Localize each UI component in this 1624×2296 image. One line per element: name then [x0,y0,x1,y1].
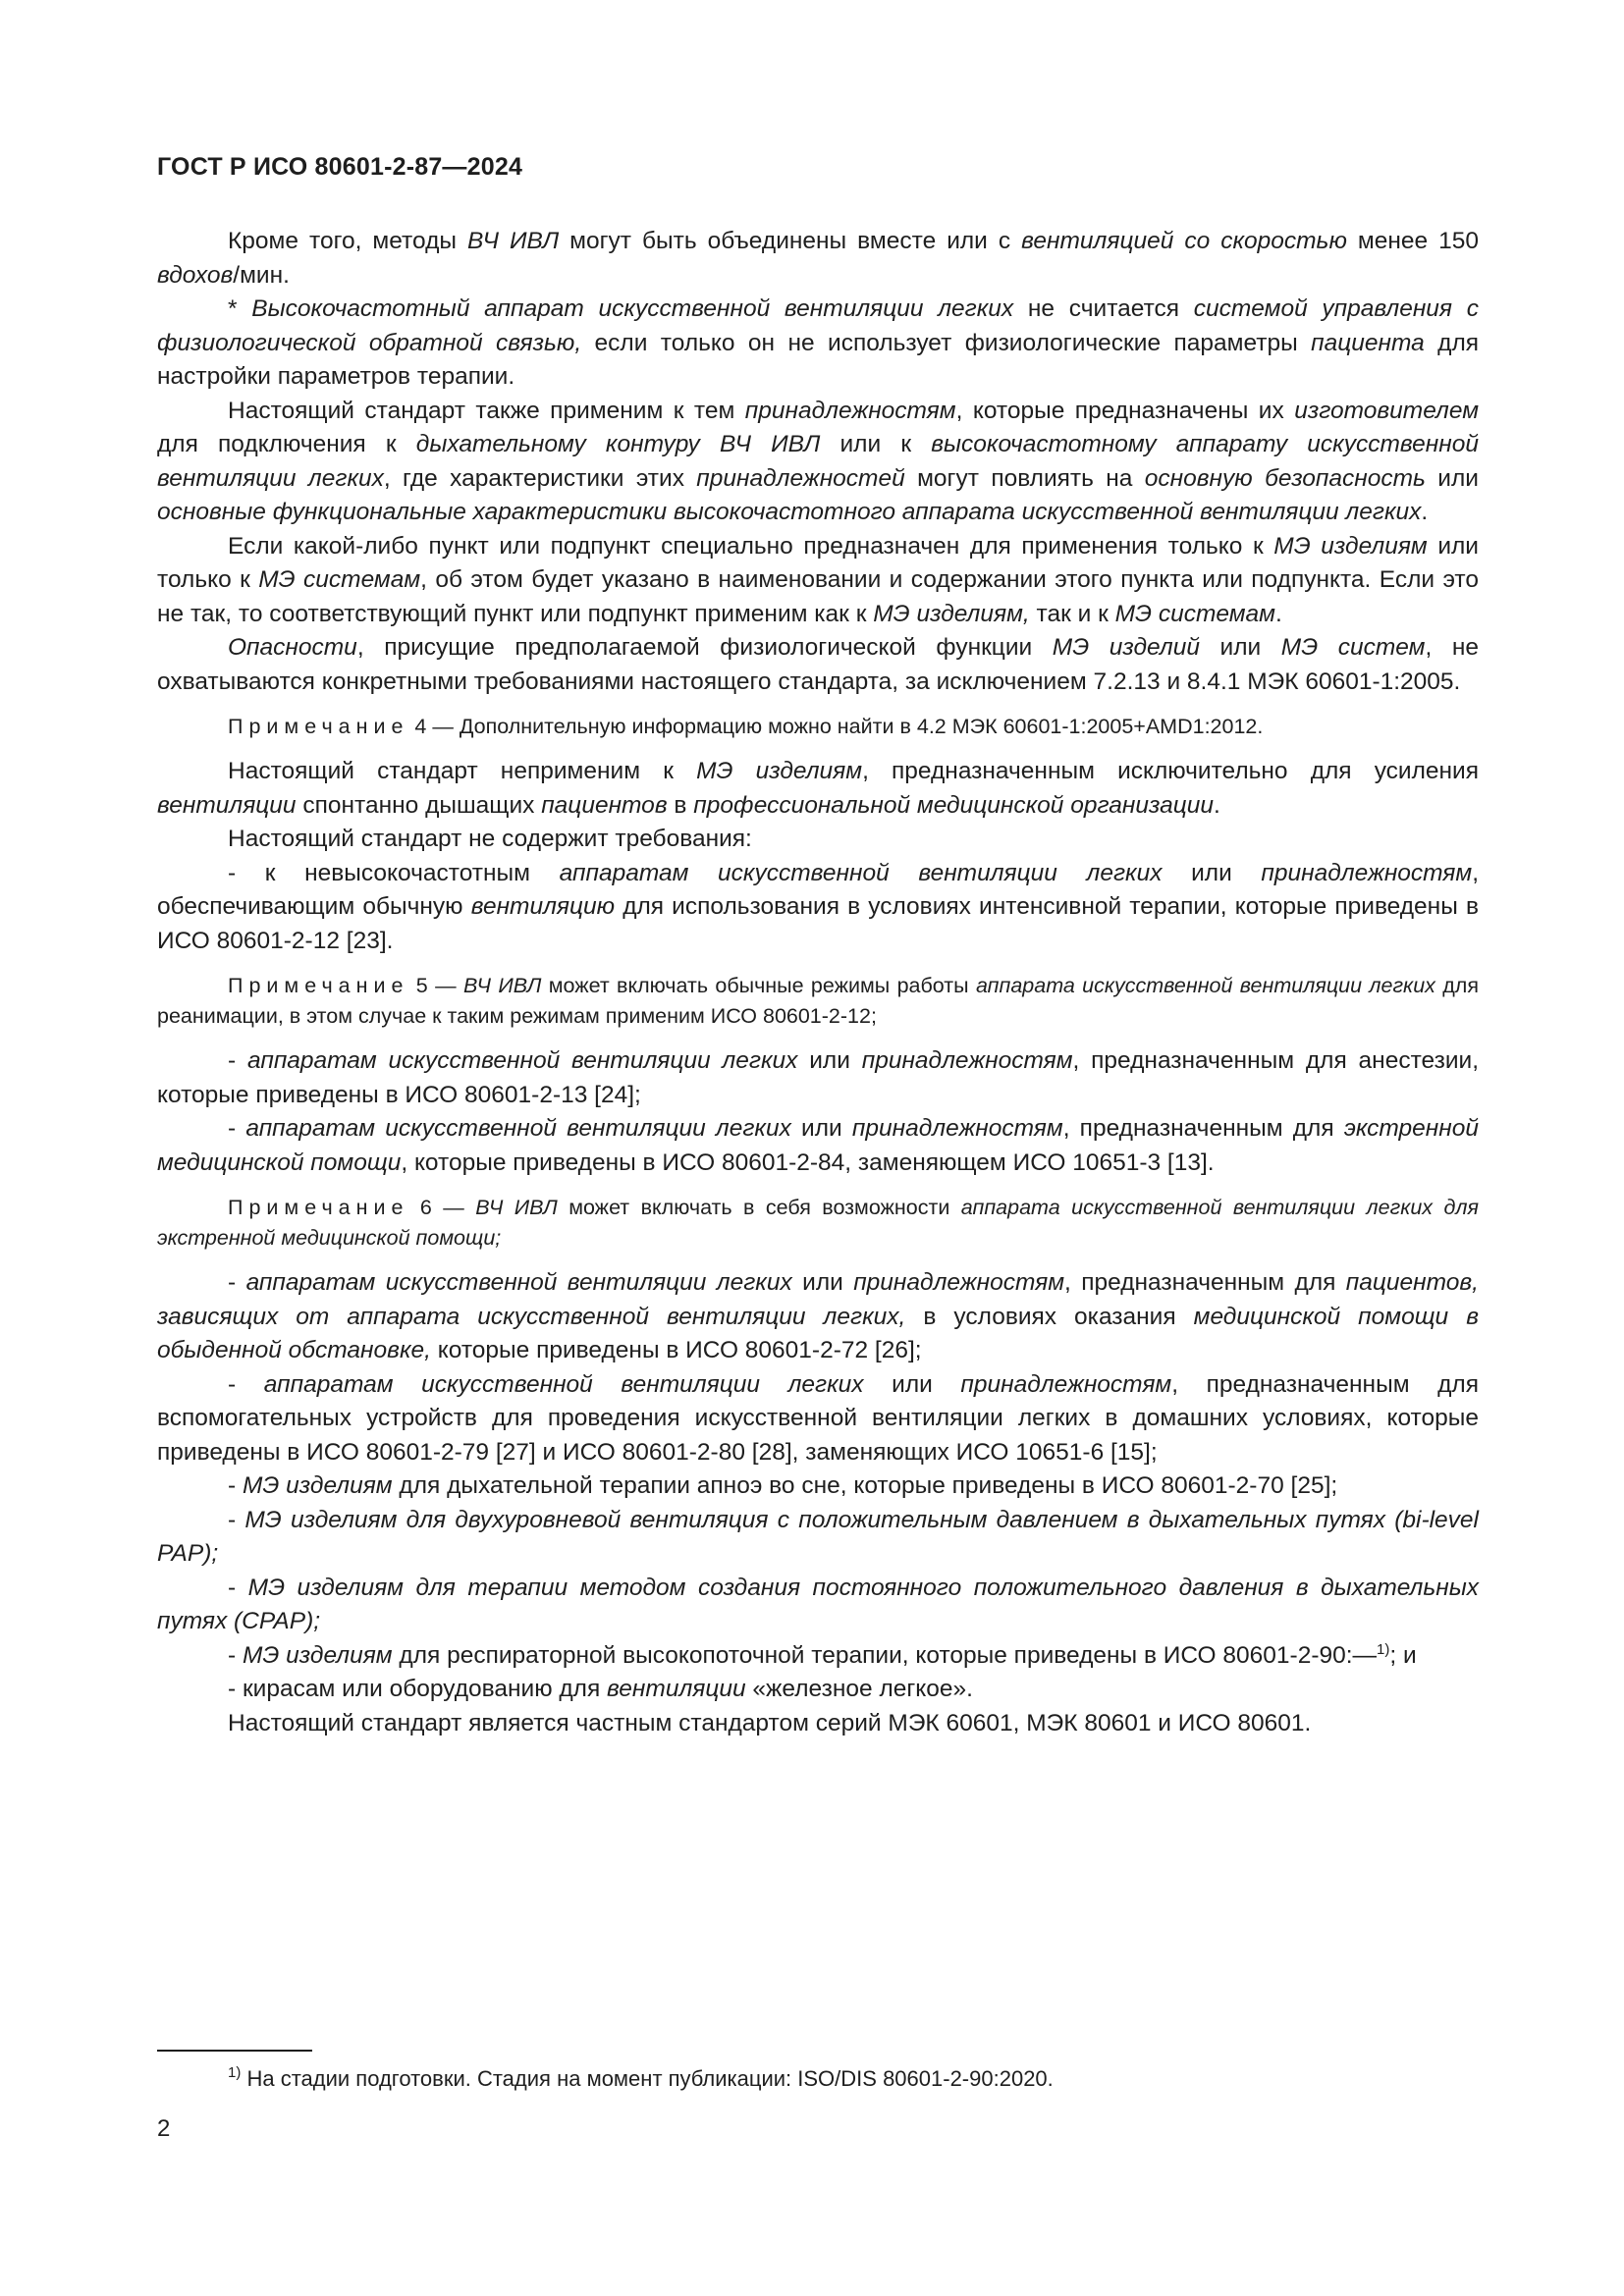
list-item [157,1673,1479,1707]
text-run: МЭ системам [258,566,421,593]
text-run: аппаратам искусственной вентиляции легких [245,1269,792,1296]
text-run: спонтанно дышащих [296,791,542,819]
paragraph [157,530,1479,632]
text-run: Настоящий стандарт также применим к тем [228,397,745,424]
text-run: для реанимации, в этом случае к таким режимам применим ИСО 80601-2-12; [157,974,1479,1028]
note-paragraph [157,1193,1479,1254]
text-run: МЭ изделиям, [873,600,1030,627]
text-run: основную безопасность [1144,464,1426,492]
text-run: , предназначенным для анестезии, которые приведены в ИСО 80601-2-13 [24]; [157,1047,1480,1108]
list-item [157,1504,1479,1572]
text-run: вентиляции [607,1676,746,1702]
text-run: принадлежностям [1261,859,1473,886]
text-run: аппарата искусственной вентиляции легких для экстренной медицинской помощи; [157,1196,1479,1250]
text-run: аппаратам искусственной вентиляции легких [263,1370,864,1398]
text-run: , присущие предполагаемой физиологической функции [356,634,1053,661]
footnote-marker: 1) [228,2064,242,2081]
list-item [157,1469,1479,1504]
text-run: * [228,295,252,322]
text-run: Если какой-либо пункт или подпункт специально предназначен для применения только к [228,532,1274,560]
text-run: если только он не использует физиологические параметры [581,329,1312,356]
text-run: - [228,1574,248,1601]
text-run: , которые предназначены их [955,397,1295,424]
note-paragraph [157,712,1479,742]
text-run: МЭ изделиям для двухуровневой вентиляция с положительным давлением в дыхательных путях (bi-level PAP); [157,1506,1479,1567]
paragraph [157,755,1479,823]
text-run: могут быть объединены вместе или с [559,228,1022,254]
text-run: Высокочастотный аппарат искусственной вентиляции легких [251,295,1014,322]
document-header: ГОСТ Р ИСО 80601-2-87—2024 [157,153,523,181]
text-run: МЭ изделиям [242,1472,393,1499]
paragraph [157,395,1479,530]
paragraph [157,1707,1479,1741]
text-run: изготовителем [1294,397,1479,424]
text-run: принадлежностей [696,464,905,492]
text-run: или только к [157,532,1479,593]
text-run: аппаратам искусственной вентиляции легких [559,859,1163,886]
note-label: Примечание [228,974,409,997]
text-run: принадлежностям [960,1370,1172,1398]
text-run: профессиональной медицинской организации [693,791,1215,819]
footnote-text: На стадии подготовки. Стадия на момент публикации: ISO/DIS 80601-2-90:2020. [241,2066,1054,2091]
text-run: МЭ изделий [1052,634,1200,661]
text-run: может включать обычные режимы работы [541,974,976,997]
text-run: вдохов [157,261,234,289]
text-run: для использования в условиях интенсивной терапии, которые приведены в ИСО 80601-2-12 [23]. [157,893,1479,954]
text-run: ВЧ ИВЛ [475,1196,558,1219]
text-run: , об этом будет указано в наименовании и содержании этого пункта или подпункта. Если это не так, то соответствующий пункт или подпункт применим как к [157,566,1479,627]
paragraph [157,823,1479,857]
text-run: так и к [1029,600,1115,627]
list-item [157,1266,1479,1368]
text-run: вентиляцией со скоростью [1021,228,1347,254]
text-run: Кроме того, методы [228,228,467,254]
text-run: , не охватываются конкретными требованиями настоящего стандарта, за исключением 7.2.13 и 8.4.1 МЭК 60601-1:2005. [157,634,1479,695]
text-run: или [1199,634,1281,661]
text-run: , предназначенным для вспомогательных устройств для проведения искусственной вентиляции легких в домашних условиях, которые приведены в ИСО 80601-2-79 [27] и ИСО 80601-2-80 [28], заменяющих ИСО 10651-6 [15]; [157,1370,1479,1466]
text-run: для настройки параметров терапии. [157,329,1480,390]
text-run: , предназначенным для [1064,1269,1346,1296]
text-run: для респираторной высокопоточной терапии, которые приведены в ИСО 80601-2-90:— [392,1641,1378,1669]
text-run: . [1274,600,1282,627]
page-number: 2 [157,2115,171,2142]
text-run: для дыхательной терапии апноэ во сне, которые приведены в ИСО 80601-2-70 [25]; [392,1472,1338,1499]
text-run: менее 150 [1346,228,1480,254]
text-run: Настоящий стандарт является частным стандартом серий МЭК 60601, МЭК 80601 и ИСО 80601. [228,1709,1312,1736]
text-run: - [228,1115,246,1142]
footnote-separator [157,2050,312,2052]
text-run: ВЧ ИВЛ [467,228,560,254]
text-run: - [228,1506,245,1533]
text-run: принадлежностям [851,1115,1063,1142]
list-item [157,1112,1479,1180]
text-run: , предназначенным исключительно для усиления [862,758,1480,784]
text-run: системой управления с физиологической обратной связью, [157,295,1479,356]
text-run: МЭ изделиям [1273,532,1428,560]
text-run: принадлежностям [744,397,956,424]
text-run: - [228,1047,247,1074]
text-run: или [863,1370,961,1398]
text-run: 4 — Дополнительную информацию можно найти в 4.2 МЭК 60601-1:2005+AMD1:2012. [408,715,1264,738]
text-run: может включать в себя возможности [557,1196,961,1219]
text-run: Опасности [228,634,357,661]
text-run: МЭ изделиям для терапии методом создания постоянного положительного давления в дыхательных путях (CPAP); [157,1574,1479,1634]
list-item [157,1368,1479,1470]
paragraph [157,293,1479,395]
text-run: . [1421,499,1429,525]
text-run: пациента [1311,329,1425,356]
note-label: Примечание [228,1196,409,1219]
list-item [157,857,1479,959]
text-run: МЭ системам [1114,600,1275,627]
text-run: МЭ изделиям [242,1641,393,1669]
text-run: или к [820,431,932,457]
text-run: которые приведены в ИСО 80601-2-72 [26]; [430,1337,922,1363]
text-run: пациентов [541,791,668,819]
document-body [157,225,1479,1740]
text-run: или [1425,464,1479,492]
list-item [157,1639,1479,1674]
text-run: для подключения к [157,431,416,457]
text-run: - [228,1370,264,1398]
text-run: , предназначенным для [1062,1115,1344,1142]
note-paragraph [157,971,1479,1032]
text-run: ВЧ ИВЛ [462,974,542,997]
text-run: экстренной медицинской помощи [157,1115,1480,1176]
text-run: 6 — [408,1196,476,1219]
text-run: вентиляцию [470,893,616,920]
text-run: принадлежностям [853,1269,1064,1296]
text-run: в условиях оказания [905,1303,1194,1330]
text-run: основные функциональные характеристики высокочастотного аппарата искусственной вентиляции легких [157,499,1422,525]
text-run: или [791,1269,854,1296]
text-run: - [228,1269,246,1296]
text-run: могут повлиять на [904,464,1145,492]
text-run: пациентов, зависящих от аппарата искусственной вентиляции легких, [157,1269,1479,1330]
text-run: аппаратам искусственной вентиляции легких [245,1115,791,1142]
text-run: МЭ изделиям [696,758,863,784]
text-run: . [1214,791,1220,819]
text-run: - [228,1641,243,1669]
footnote-reference: 1) [1377,1640,1390,1658]
text-run: 5 — [408,974,463,997]
text-run: , которые приведены в ИСО 80601-2-84, заменяющем ИСО 10651-3 [13]. [401,1148,1215,1176]
text-run: высокочастотному аппарату искусственной вентиляции легких [157,431,1479,492]
text-run: вентиляции [157,791,297,819]
note-label: Примечание [228,715,409,738]
text-run: , где характеристики этих [383,464,697,492]
footnote [228,2064,1054,2094]
text-run: - [228,1472,243,1499]
text-run: Настоящий стандарт неприменим к [228,758,697,784]
text-run: ; и [1389,1641,1417,1669]
paragraph [157,631,1479,699]
text-run: или [797,1047,862,1074]
text-run: аппарата искусственной вентиляции легких [975,974,1435,997]
text-run: в [667,791,694,819]
paragraph [157,225,1479,293]
text-run: медицинской помощи в обыденной обстановке, [157,1303,1479,1363]
list-item [157,1044,1479,1112]
text-run: - к невысокочастотным [228,859,560,886]
text-run: или [790,1115,852,1142]
text-run: или [1162,859,1262,886]
text-run: принадлежностям [861,1047,1073,1074]
text-run: Настоящий стандарт не содержит требования: [228,826,752,852]
text-run: не считается [1013,295,1194,322]
list-item [157,1572,1479,1639]
text-run: , обеспечивающим обычную [157,859,1480,920]
text-run: дыхательному контуру ВЧ ИВЛ [415,431,821,457]
text-run: аппаратам искусственной вентиляции легких [246,1047,798,1074]
text-run: - кирасам или оборудованию для [228,1676,608,1702]
text-run: /мин. [233,261,290,289]
text-run: «железное легкое». [745,1676,973,1702]
text-run: МЭ систем [1280,634,1426,661]
